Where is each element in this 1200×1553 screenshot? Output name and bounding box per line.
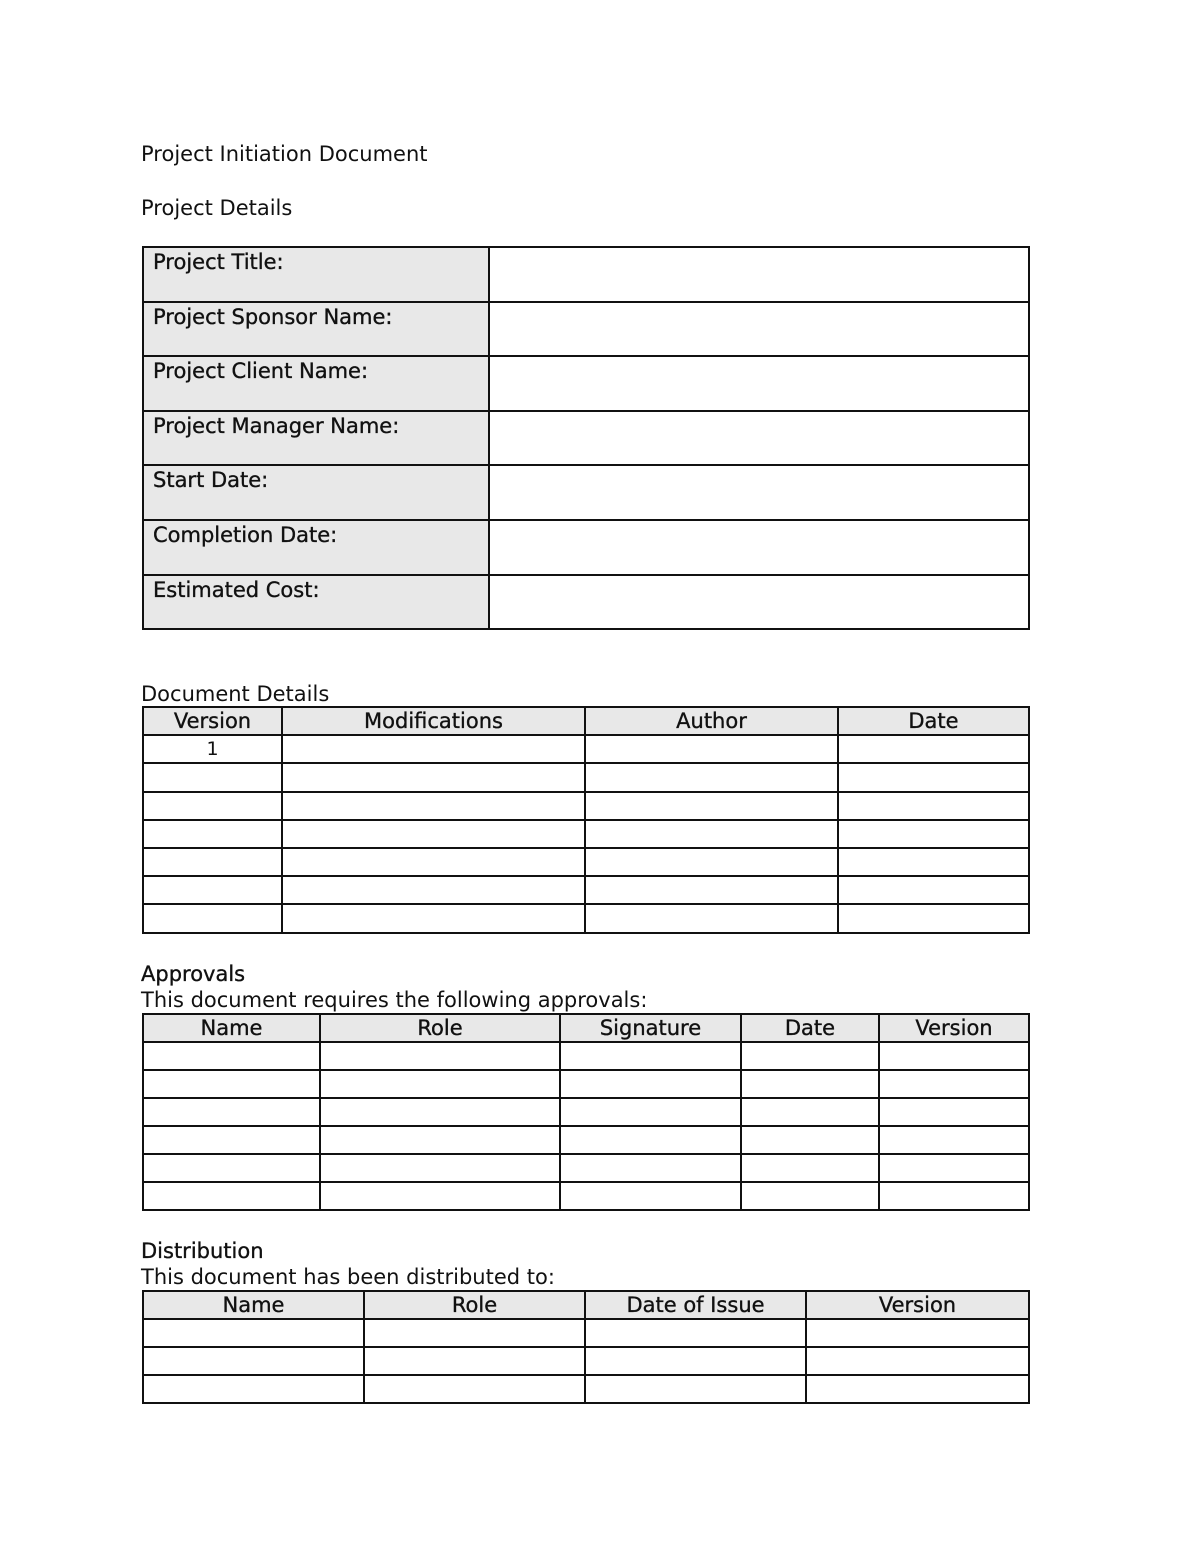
table-row [143, 735, 1029, 763]
distribution-table [142, 1290, 1030, 1404]
project-client-name-field[interactable] [489, 356, 1029, 411]
table-cell[interactable] [143, 1375, 364, 1403]
table-cell[interactable] [741, 1126, 879, 1154]
document-details-body [143, 735, 1029, 932]
approvals-intro: This document requires the following approvals: [141, 988, 648, 1012]
table-cell[interactable] [282, 876, 585, 904]
table-cell[interactable] [806, 1375, 1029, 1403]
table-cell[interactable] [143, 876, 282, 904]
table-row [143, 1347, 1029, 1375]
table-row [143, 411, 1029, 466]
table-cell[interactable] [741, 1182, 879, 1210]
table-cell[interactable] [143, 1098, 320, 1126]
table-row [143, 575, 1029, 630]
document-details-heading: Document Details [141, 682, 330, 706]
table-cell[interactable] [560, 1182, 741, 1210]
column-header-role: Role [364, 1291, 585, 1319]
column-header-date: Date [741, 1014, 879, 1042]
table-cell[interactable] [879, 1126, 1029, 1154]
column-header-role: Role [320, 1014, 560, 1042]
table-cell[interactable] [143, 1182, 320, 1210]
column-header-date: Date [838, 707, 1029, 735]
table-row [143, 1319, 1029, 1347]
approvals-body [143, 1042, 1029, 1210]
table-cell[interactable] [838, 876, 1029, 904]
table-cell[interactable] [585, 904, 838, 932]
column-header-modifications: Modifications [282, 707, 585, 735]
project-details-heading: Project Details [141, 196, 293, 220]
table-cell[interactable] [364, 1375, 585, 1403]
table-row [143, 1154, 1029, 1182]
table-cell[interactable] [143, 904, 282, 932]
table-row [143, 1042, 1029, 1070]
approvals-heading: Approvals [141, 962, 246, 986]
table-cell[interactable] [741, 1070, 879, 1098]
table-cell[interactable] [143, 820, 282, 848]
document-title: Project Initiation Document [141, 142, 428, 166]
table-cell[interactable] [282, 848, 585, 876]
project-sponsor-name-field[interactable] [489, 302, 1029, 357]
distribution-heading: Distribution [141, 1239, 264, 1263]
table-cell[interactable] [320, 1070, 560, 1098]
table-cell[interactable] [879, 1182, 1029, 1210]
project-title-field[interactable] [489, 247, 1029, 302]
completion-date-field[interactable] [489, 520, 1029, 575]
approvals-table [142, 1013, 1030, 1211]
distribution-intro: This document has been distributed to: [141, 1265, 555, 1289]
table-header-row [143, 1014, 1029, 1042]
column-header-version: Version [143, 707, 282, 735]
project-manager-name-field[interactable] [489, 411, 1029, 466]
table-row [143, 876, 1029, 904]
table-cell[interactable] [585, 735, 838, 763]
table-cell[interactable] [585, 1347, 806, 1375]
table-cell[interactable] [560, 1154, 741, 1182]
table-cell[interactable] [282, 904, 585, 932]
table-row [143, 1098, 1029, 1126]
table-cell[interactable] [879, 1098, 1029, 1126]
table-cell[interactable] [585, 876, 838, 904]
field-label: Completion Date: [143, 520, 489, 575]
estimated-cost-field[interactable] [489, 575, 1029, 630]
table-row [143, 1070, 1029, 1098]
table-cell[interactable] [143, 792, 282, 820]
table-cell[interactable] [282, 763, 585, 791]
table-cell[interactable] [143, 1347, 364, 1375]
table-cell[interactable] [879, 1070, 1029, 1098]
project-details-table [142, 246, 1030, 630]
table-cell[interactable] [741, 1098, 879, 1126]
field-label: Project Sponsor Name: [143, 302, 489, 357]
table-cell[interactable] [143, 1126, 320, 1154]
table-row [143, 1375, 1029, 1403]
table-row [143, 247, 1029, 302]
column-header-version: Version [879, 1014, 1029, 1042]
document-details-table [142, 706, 1030, 934]
table-row [143, 848, 1029, 876]
table-cell[interactable] [560, 1042, 741, 1070]
table-cell[interactable] [838, 848, 1029, 876]
table-cell[interactable] [560, 1070, 741, 1098]
table-cell[interactable] [282, 735, 585, 763]
field-label: Start Date: [143, 465, 489, 520]
table-cell[interactable] [806, 1347, 1029, 1375]
table-cell[interactable] [143, 1070, 320, 1098]
table-cell[interactable] [143, 763, 282, 791]
column-header-author: Author [585, 707, 838, 735]
column-header-name: Name [143, 1291, 364, 1319]
table-cell[interactable] [585, 1319, 806, 1347]
table-cell[interactable] [879, 1154, 1029, 1182]
table-cell[interactable] [741, 1042, 879, 1070]
table-cell[interactable] [585, 848, 838, 876]
field-label: Project Client Name: [143, 356, 489, 411]
table-row [143, 792, 1029, 820]
column-header-name: Name [143, 1014, 320, 1042]
table-cell[interactable] [838, 820, 1029, 848]
distribution-body [143, 1319, 1029, 1403]
table-cell[interactable] [320, 1182, 560, 1210]
table-header-row [143, 707, 1029, 735]
table-header-row [143, 1291, 1029, 1319]
field-label: Estimated Cost: [143, 575, 489, 630]
start-date-field[interactable] [489, 465, 1029, 520]
table-cell[interactable]: 1 [143, 735, 282, 763]
table-cell[interactable] [585, 820, 838, 848]
table-cell[interactable] [320, 1154, 560, 1182]
table-row [143, 904, 1029, 932]
table-cell[interactable] [838, 792, 1029, 820]
table-row [143, 763, 1029, 791]
table-cell[interactable] [879, 1042, 1029, 1070]
table-cell[interactable] [320, 1126, 560, 1154]
table-row [143, 1182, 1029, 1210]
table-cell[interactable] [585, 1375, 806, 1403]
table-cell[interactable] [838, 904, 1029, 932]
table-cell[interactable] [838, 735, 1029, 763]
table-cell[interactable] [806, 1319, 1029, 1347]
table-row [143, 302, 1029, 357]
table-cell[interactable] [560, 1126, 741, 1154]
table-cell[interactable] [838, 763, 1029, 791]
table-cell[interactable] [282, 820, 585, 848]
field-label: Project Title: [143, 247, 489, 302]
table-row [143, 356, 1029, 411]
table-cell[interactable] [741, 1154, 879, 1182]
column-header-signature: Signature [560, 1014, 741, 1042]
table-cell[interactable] [143, 1042, 320, 1070]
column-header-date-of-issue: Date of Issue [585, 1291, 806, 1319]
table-cell[interactable] [320, 1098, 560, 1126]
column-header-version: Version [806, 1291, 1029, 1319]
table-cell[interactable] [585, 792, 838, 820]
table-cell[interactable] [282, 792, 585, 820]
table-row [143, 820, 1029, 848]
table-cell[interactable] [143, 1319, 364, 1347]
table-cell[interactable] [320, 1042, 560, 1070]
table-row [143, 465, 1029, 520]
table-row [143, 520, 1029, 575]
table-cell[interactable] [560, 1098, 741, 1126]
table-cell[interactable] [585, 763, 838, 791]
table-cell[interactable] [143, 848, 282, 876]
table-row [143, 1126, 1029, 1154]
table-cell[interactable] [364, 1319, 585, 1347]
field-label: Project Manager Name: [143, 411, 489, 466]
table-cell[interactable] [143, 1154, 320, 1182]
table-cell[interactable] [364, 1347, 585, 1375]
